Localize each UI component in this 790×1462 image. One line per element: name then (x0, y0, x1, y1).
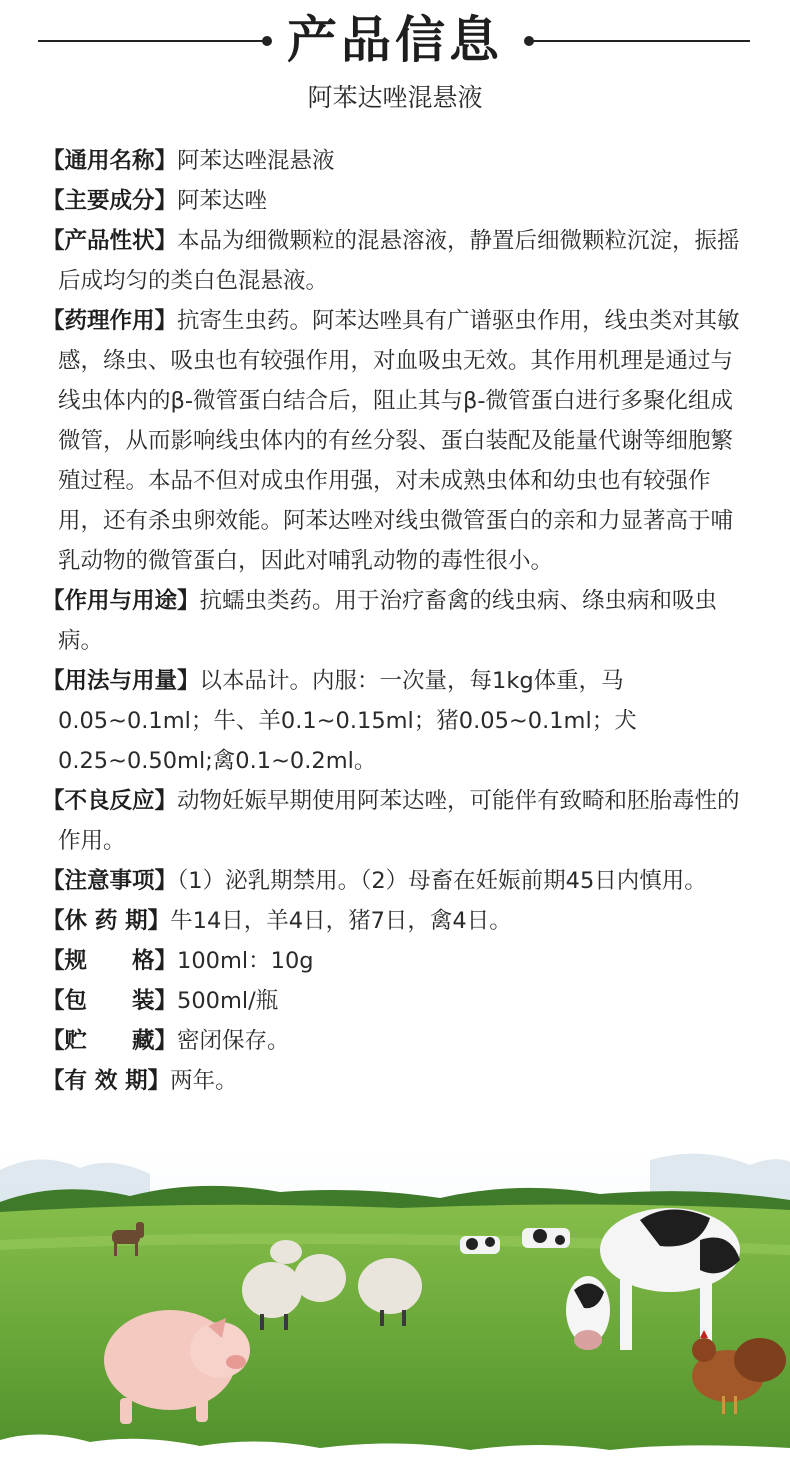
info-item (42, 1021, 742, 1061)
farm-illustration (0, 1150, 790, 1462)
info-label: 【不良反应】 (42, 788, 178, 814)
info-item (42, 301, 742, 581)
info-label: 【有 效 期】 (42, 1068, 171, 1094)
info-item (42, 1061, 742, 1101)
info-label: 【休 药 期】 (42, 908, 171, 934)
info-item (42, 581, 742, 661)
info-item (42, 981, 742, 1021)
info-text: 抗寄生虫药。阿苯达唑具有广谱驱虫作用，线虫类对其敏感，绦虫、吸虫也有较强作用，对血吸虫无效。其作用机理是通过与线虫体内的β-微管蛋白结合后，阻止其与β-微管蛋白进行多聚化组成微管，从而影响线虫体内的有丝分裂、蛋白装配及能量代谢等细胞繁殖过程。本品不但对成虫作用强，对未成熟虫体和幼虫也有较强作用，还有杀虫卵效能。阿苯达唑对线虫微管蛋白的亲和力显著高于哺乳动物的微管蛋白，因此对哺乳动物的毒性很小。 (58, 308, 740, 574)
farm-scene-image (0, 1150, 790, 1462)
info-item (42, 781, 742, 861)
info-text: 牛14日，羊4日，猪7日，禽4日。 (170, 908, 512, 934)
page-title: 产品信息 (287, 11, 503, 69)
page-subtitle: 阿苯达唑混悬液 (307, 83, 483, 112)
info-text: 100ml：10g (177, 948, 314, 974)
info-label: 【主要成分】 (42, 188, 178, 214)
info-label: 【作用与用途】 (42, 588, 200, 614)
info-label: 【包 装】 (42, 988, 178, 1014)
info-text: 本品为细微颗粒的混悬溶液，静置后细微颗粒沉淀，振摇后成均匀的类白色混悬液。 (58, 228, 740, 294)
info-item (42, 901, 742, 941)
info-label: 【规 格】 (42, 948, 178, 974)
info-item (42, 861, 742, 901)
info-text: 两年。 (170, 1068, 238, 1094)
info-item (42, 221, 742, 301)
info-text: 抗蠕虫类药。用于治疗畜禽的线虫病、绦虫病和吸虫病。 (58, 588, 718, 654)
product-info-list (42, 141, 742, 1101)
info-text: 500ml/瓶 (177, 988, 279, 1014)
info-text: 动物妊娠早期使用阿苯达唑，可能伴有致畸和胚胎毒性的作用。 (58, 788, 740, 854)
title-divider-right (528, 40, 750, 42)
info-label: 【贮 藏】 (42, 1028, 178, 1054)
info-text: 以本品计。内服：一次量，每1kg体重，马0.05~0.1ml；牛、羊0.1~0.15ml；猪0.05~0.1ml；犬0.25~0.50ml;禽0.1~0.2ml。 (58, 668, 637, 774)
info-item (42, 661, 742, 781)
info-label: 【药理作用】 (42, 308, 178, 334)
info-label: 【通用名称】 (42, 148, 178, 174)
info-item (42, 181, 742, 221)
header (0, 0, 790, 130)
info-text: 阿苯达唑混悬液 (177, 148, 335, 174)
info-item (42, 941, 742, 981)
info-text: 阿苯达唑 (177, 188, 268, 214)
info-item (42, 141, 742, 181)
info-label: 【产品性状】 (42, 228, 178, 254)
info-text: （1）泌乳期禁用。（2）母畜在妊娠前期45日内慎用。 (177, 868, 707, 894)
info-text: 密闭保存。 (177, 1028, 290, 1054)
info-label: 【用法与用量】 (42, 668, 200, 694)
info-label: 【注意事项】 (42, 868, 178, 894)
